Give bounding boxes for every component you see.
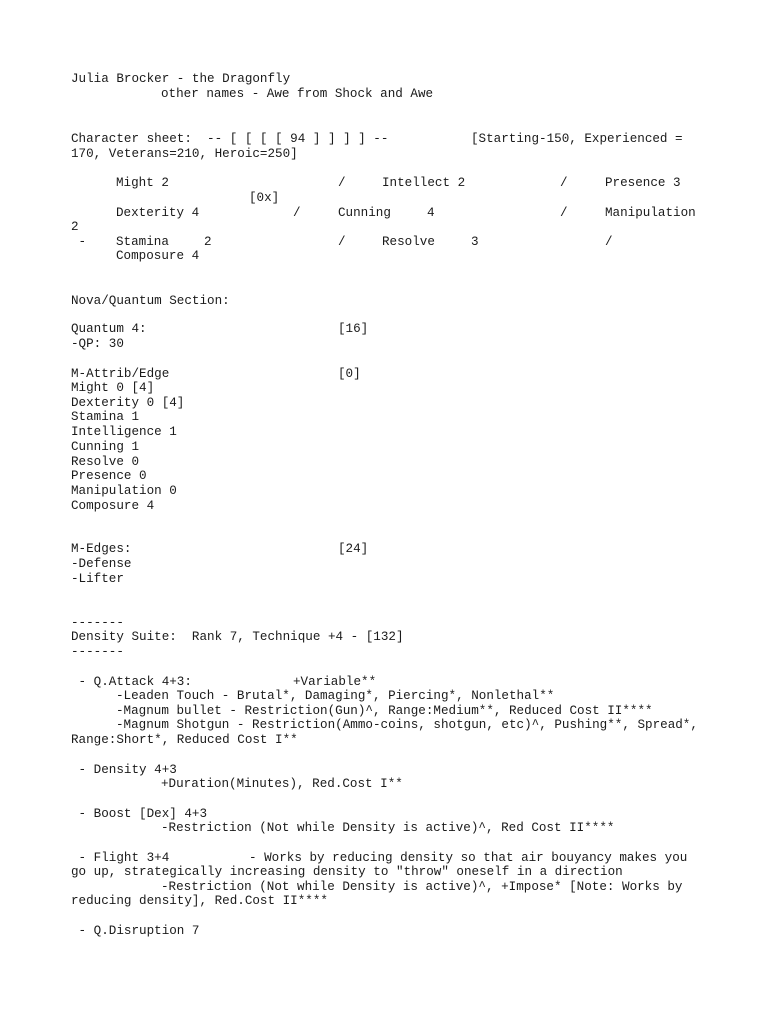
flight-description: - Works by reducing density so that air bouyancy makes you [249, 851, 688, 865]
attr-presence: Presence 3 [605, 176, 681, 190]
character-sheet-label: Character sheet: -- [ [ [ [ 94 ] ] ] ] -- [71, 132, 389, 146]
quantum-cost: [16] [338, 322, 369, 336]
m-attrib-item: Might 0 [4] [71, 381, 155, 395]
attr-separator: / [293, 206, 301, 220]
m-edge-item: -Lifter [71, 572, 124, 586]
attr-stamina-value: 2 [204, 235, 212, 249]
budget-line-2: 170, Veterans=210, Heroic=250] [71, 147, 298, 161]
density-suite-heading: Density Suite: Rank 7, Technique +4 - [132] [71, 630, 404, 644]
boost-modifier: -Restriction (Not while Density is active)^, Red Cost II**** [161, 821, 615, 835]
flight-modifier-continued: reducing density], Red.Cost II**** [71, 894, 328, 908]
budget-line-1: [Starting-150, Experienced = [471, 132, 683, 146]
attr-cost-0x: [0x] [249, 191, 280, 205]
m-edges-cost: [24] [338, 542, 369, 556]
density-modifier: +Duration(Minutes), Red.Cost I** [161, 777, 403, 791]
m-attrib-cost: [0] [338, 367, 361, 381]
attr-cunning-label: Cunning [338, 206, 391, 220]
divider: ------- [71, 616, 124, 630]
attr-separator: / [338, 176, 346, 190]
attr-separator: / [338, 235, 346, 249]
magnum-shotgun-continued: Range:Short*, Reduced Cost I** [71, 733, 298, 747]
power-q-disruption: - Q.Disruption 7 [71, 924, 200, 938]
attr-composure: Composure 4 [116, 249, 200, 263]
attr-intellect: Intellect 2 [382, 176, 466, 190]
m-attrib-item: Manipulation 0 [71, 484, 177, 498]
power-flight: - Flight 3+4 [71, 851, 170, 865]
m-attrib-item: Cunning 1 [71, 440, 140, 454]
m-attrib-item: Dexterity 0 [4] [71, 396, 185, 410]
m-attrib-item: Stamina 1 [71, 410, 140, 424]
flight-description-continued: go up, strategically increasing density to "throw" oneself in a direction [71, 865, 623, 879]
magnum-bullet: -Magnum bullet - Restriction(Gun)^, Range:Medium**, Reduced Cost II**** [116, 704, 653, 718]
quantum-points: -QP: 30 [71, 337, 124, 351]
attr-dexterity: Dexterity 4 [116, 206, 200, 220]
m-attrib-item: Intelligence 1 [71, 425, 177, 439]
attr-manipulation-value: 2 [71, 220, 79, 234]
attr-stamina-label: Stamina [116, 235, 169, 249]
power-density: - Density 4+3 [71, 763, 177, 777]
divider: ------- [71, 645, 124, 659]
attr-might: Might 2 [116, 176, 169, 190]
magnum-shotgun: -Magnum Shotgun - Restriction(Ammo-coins, shotgun, etc)^, Pushing**, Spread*, [116, 718, 698, 732]
nova-quantum-heading: Nova/Quantum Section: [71, 294, 230, 308]
m-edge-item: -Defense [71, 557, 132, 571]
m-attrib-item: Composure 4 [71, 499, 155, 513]
m-attrib-heading: M-Attrib/Edge [71, 367, 170, 381]
attr-resolve-label: Resolve [382, 235, 435, 249]
attr-resolve-value: 3 [471, 235, 479, 249]
m-edges-heading: M-Edges: [71, 542, 132, 556]
attr-stamina-prefix: - [71, 235, 87, 249]
leaden-touch: -Leaden Touch - Brutal*, Damaging*, Piercing*, Nonlethal** [116, 689, 555, 703]
attr-cunning-value: 4 [427, 206, 435, 220]
q-attack-variable: +Variable** [293, 675, 377, 689]
character-name: Julia Brocker - the Dragonfly [71, 72, 291, 86]
quantum-level: Quantum 4: [71, 322, 147, 336]
flight-modifier: -Restriction (Not while Density is active)^, +Impose* [Note: Works by [161, 880, 683, 894]
attr-separator: / [605, 235, 613, 249]
attr-separator: / [560, 176, 568, 190]
attr-manipulation: Manipulation [605, 206, 696, 220]
attr-separator: / [560, 206, 568, 220]
power-boost: - Boost [Dex] 4+3 [71, 807, 208, 821]
power-q-attack: - Q.Attack 4+3: [71, 675, 192, 689]
m-attrib-item: Resolve 0 [71, 455, 140, 469]
other-names: other names - Awe from Shock and Awe [161, 87, 434, 101]
m-attrib-item: Presence 0 [71, 469, 147, 483]
